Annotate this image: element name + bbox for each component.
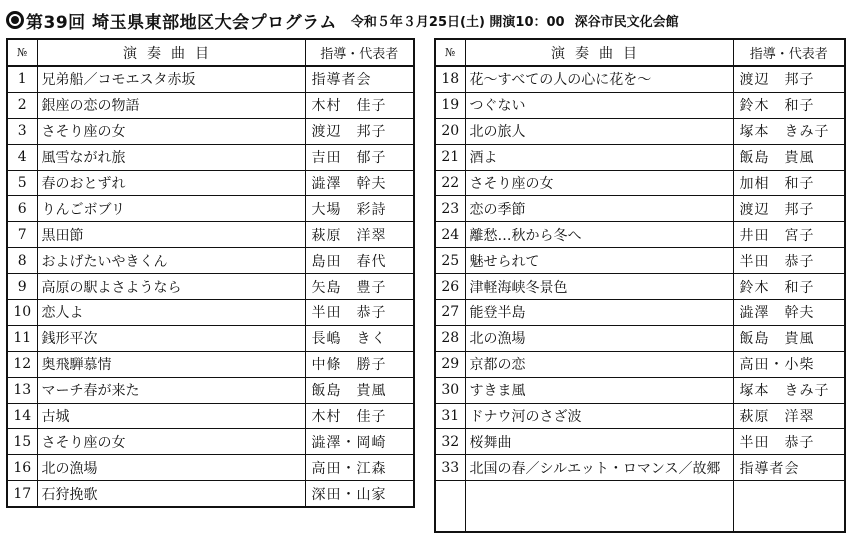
table-row [7, 351, 414, 377]
song-title: マーチ春が来た [37, 377, 305, 403]
leader-name: 半田 恭子 [305, 300, 414, 326]
leader-name: 高田・小柴 [733, 351, 845, 377]
table-row [7, 403, 414, 429]
row-number: 11 [7, 325, 37, 351]
song-title: 奥飛騨慕情 [37, 351, 305, 377]
table-row [7, 170, 414, 196]
table-row [7, 455, 414, 481]
song-title: 高原の駅よさようなら [37, 274, 305, 300]
row-number: 25 [435, 248, 465, 274]
leader-name: 指導者会 [305, 66, 414, 92]
leader-name: 萩原 洋翠 [733, 403, 845, 429]
leader-name: 塚本 きみ子 [733, 118, 845, 144]
row-number: 19 [435, 92, 465, 118]
row-number: 29 [435, 351, 465, 377]
leader-name: 鈴木 和子 [733, 274, 845, 300]
leader-name: 飯島 貴風 [733, 144, 845, 170]
leader-name: 塚本 きみ子 [733, 377, 845, 403]
table-row [435, 170, 845, 196]
row-number: 9 [7, 274, 37, 300]
empty-row [435, 481, 845, 533]
song-title: さそり座の女 [465, 170, 733, 196]
table-row [7, 429, 414, 455]
table-row [435, 455, 845, 481]
column-header-no: № [7, 39, 37, 66]
row-number: 26 [435, 274, 465, 300]
song-title: 魅せられて [465, 248, 733, 274]
table-row [7, 222, 414, 248]
table-row [7, 144, 414, 170]
table-row [435, 403, 845, 429]
leader-name: 鈴木 和子 [733, 92, 845, 118]
row-number: 31 [435, 403, 465, 429]
song-title: 北国の春／シルエット・ロマンス／故郷 [465, 455, 733, 481]
song-title: 恋人よ [37, 300, 305, 326]
row-number: 10 [7, 300, 37, 326]
song-title: 京都の恋 [465, 351, 733, 377]
leader-name: 大場 彩詩 [305, 196, 414, 222]
table-row [435, 196, 845, 222]
song-title: 能登半島 [465, 300, 733, 326]
table-row [7, 66, 414, 92]
event-date: 令和５年３月25日(土) 開演10：00 [350, 14, 565, 30]
song-title: 黒田節 [37, 222, 305, 248]
leader-name: 島田 春代 [305, 248, 414, 274]
song-title: 恋の季節 [465, 196, 733, 222]
leader-name: 矢島 豊子 [305, 274, 414, 300]
row-number: 30 [435, 377, 465, 403]
table-row [7, 325, 414, 351]
leader-name: 飯島 貴風 [305, 377, 414, 403]
empty-cell [733, 481, 845, 533]
song-title: 春のおとずれ [37, 170, 305, 196]
song-title: 北の漁場 [465, 325, 733, 351]
program-title: 第39回 埼玉県東部地区大会プログラム [26, 12, 337, 33]
column-header-leader: 指導・代表者 [733, 39, 845, 66]
row-number: 12 [7, 351, 37, 377]
row-number: 1 [7, 66, 37, 92]
leader-name: 澁澤・岡崎 [305, 429, 414, 455]
column-header-no: № [435, 39, 465, 66]
leader-name: 中條 勝子 [305, 351, 414, 377]
leader-name: 木村 佳子 [305, 92, 414, 118]
table-row [7, 248, 414, 274]
leader-name: 渡辺 邦子 [733, 196, 845, 222]
table-row [435, 325, 845, 351]
table-row [435, 300, 845, 326]
leader-name: 井田 宮子 [733, 222, 845, 248]
leader-name: 澁澤 幹夫 [305, 170, 414, 196]
row-number: 32 [435, 429, 465, 455]
leader-name: 長嶋 きく [305, 325, 414, 351]
song-title: さそり座の女 [37, 118, 305, 144]
song-title: 石狩挽歌 [37, 481, 305, 507]
row-number: 21 [435, 144, 465, 170]
column-header-leader: 指導・代表者 [305, 39, 414, 66]
table-row [7, 377, 414, 403]
table-row [7, 300, 414, 326]
table-row [435, 377, 845, 403]
song-title: 離愁…秋から冬へ [465, 222, 733, 248]
program-table-left [6, 38, 415, 508]
row-number: 4 [7, 144, 37, 170]
song-title: さそり座の女 [37, 429, 305, 455]
song-title: つぐない [465, 92, 733, 118]
leader-name: 飯島 貴風 [733, 325, 845, 351]
row-number: 5 [7, 170, 37, 196]
song-title: ドナウ河のさざ波 [465, 403, 733, 429]
table-row [7, 481, 414, 507]
row-number: 13 [7, 377, 37, 403]
empty-cell [435, 481, 465, 533]
leader-name: 渡辺 邦子 [733, 66, 845, 92]
row-number: 7 [7, 222, 37, 248]
row-number: 17 [7, 481, 37, 507]
song-title: 桜舞曲 [465, 429, 733, 455]
row-number: 6 [7, 196, 37, 222]
event-venue: 深谷市民文化会館 [574, 14, 679, 30]
column-header-title: 演奏曲目 [465, 39, 733, 66]
table-row [435, 118, 845, 144]
leader-name: 澁澤 幹夫 [733, 300, 845, 326]
row-number: 2 [7, 92, 37, 118]
leader-name: 萩原 洋翠 [305, 222, 414, 248]
leader-name: 半田 恭子 [733, 429, 845, 455]
table-row [435, 92, 845, 118]
table-row [435, 351, 845, 377]
leader-name: 半田 恭子 [733, 248, 845, 274]
leader-name: 加相 和子 [733, 170, 845, 196]
empty-cell [465, 481, 733, 533]
leader-name: 吉田 郁子 [305, 144, 414, 170]
song-title: 兄弟船／コモエスタ赤坂 [37, 66, 305, 92]
leader-name: 木村 佳子 [305, 403, 414, 429]
column-header-title: 演奏曲目 [37, 39, 305, 66]
row-number: 14 [7, 403, 37, 429]
table-row [7, 196, 414, 222]
row-number: 8 [7, 248, 37, 274]
table-row [435, 222, 845, 248]
table-row [7, 274, 414, 300]
row-number: 20 [435, 118, 465, 144]
song-title: 酒よ [465, 144, 733, 170]
program-table-right [434, 38, 846, 533]
row-number: 28 [435, 325, 465, 351]
song-title: りんごボブリ [37, 196, 305, 222]
song-title: 古城 [37, 403, 305, 429]
leader-name: 指導者会 [733, 455, 845, 481]
song-title: およげたいやきくん [37, 248, 305, 274]
leader-name: 渡辺 邦子 [305, 118, 414, 144]
bullet-icon [6, 11, 24, 29]
song-title: 北の漁場 [37, 455, 305, 481]
row-number: 22 [435, 170, 465, 196]
leader-name: 深田・山家 [305, 481, 414, 507]
row-number: 15 [7, 429, 37, 455]
row-number: 23 [435, 196, 465, 222]
song-title: 花～すべての人の心に花を～ [465, 66, 733, 92]
table-row [7, 92, 414, 118]
row-number: 33 [435, 455, 465, 481]
song-title: 銀座の恋の物語 [37, 92, 305, 118]
table-row [435, 429, 845, 455]
table-row [435, 248, 845, 274]
program-header [6, 6, 846, 34]
table-header-row [435, 39, 845, 66]
row-number: 3 [7, 118, 37, 144]
table-header-row [7, 39, 414, 66]
song-title: 北の旅人 [465, 118, 733, 144]
table-row [435, 144, 845, 170]
row-number: 18 [435, 66, 465, 92]
leader-name: 高田・江森 [305, 455, 414, 481]
table-row [7, 118, 414, 144]
table-row [435, 66, 845, 92]
table-row [435, 274, 845, 300]
song-title: すきま風 [465, 377, 733, 403]
song-title: 風雪ながれ旅 [37, 144, 305, 170]
row-number: 27 [435, 300, 465, 326]
row-number: 24 [435, 222, 465, 248]
row-number: 16 [7, 455, 37, 481]
song-title: 津軽海峡冬景色 [465, 274, 733, 300]
song-title: 銭形平次 [37, 325, 305, 351]
